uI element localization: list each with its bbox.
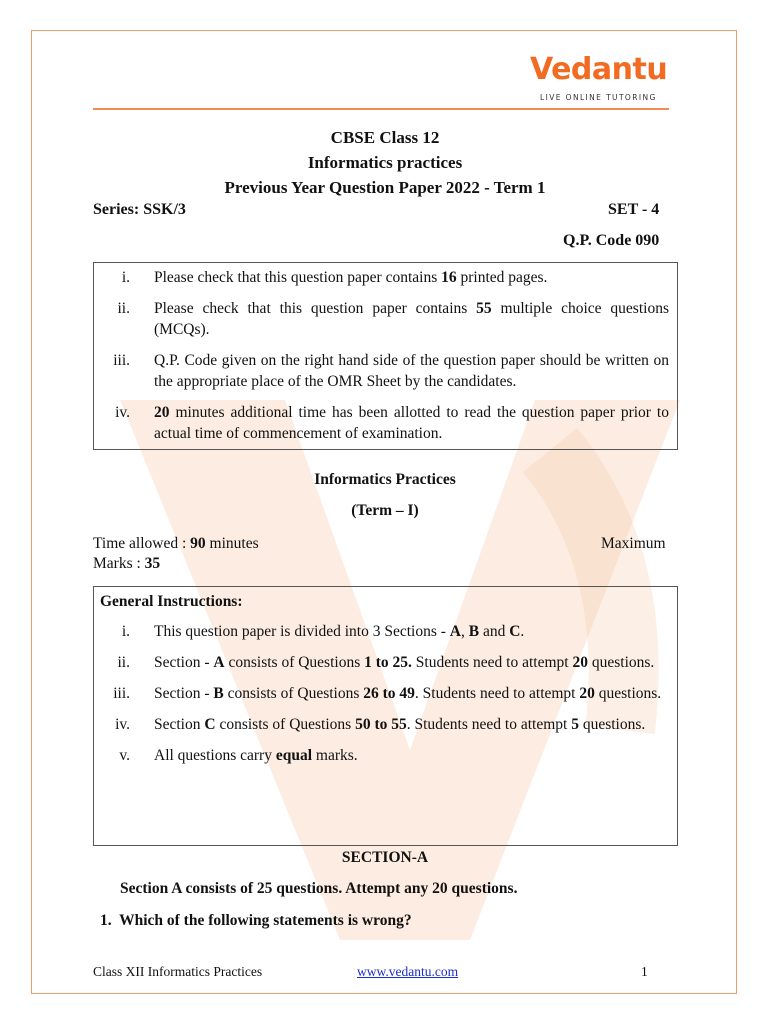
section-title: SECTION-A xyxy=(341,849,429,866)
title-class: CBSE Class 12 xyxy=(330,128,440,147)
logo-tagline: LIVE ONLINE TUTORING xyxy=(540,93,657,102)
series-label: Series: SSK/3 xyxy=(93,201,186,218)
page-number: 1 xyxy=(641,964,648,979)
qp-code: Q.P. Code 090 xyxy=(563,232,660,249)
subject-term: (Term – I) xyxy=(351,502,419,519)
check-item: ii. Please check that this question paper contains 55 multiple choice questions (MCQs). xyxy=(117,300,669,338)
instruction-item: iv. Section C consists of Questions 50 to 55. Students need to attempt 5 questions. xyxy=(115,716,646,733)
general-heading: General Instructions: xyxy=(100,593,243,610)
check-item: i. Please check that this question paper contains 16 printed pages. xyxy=(121,269,548,286)
title-subject: Informatics practices xyxy=(307,153,463,172)
title-paper: Previous Year Question Paper 2022 - Term 1 xyxy=(224,178,546,197)
section-intro: Section A consists of 25 questions. Attempt any 20 questions. xyxy=(120,880,518,897)
time-allowed: Time allowed : 90 minutes xyxy=(93,535,259,552)
check-item: iii. Q.P. Code given on the right hand side of the question paper should be written on the appropriate place of the OMR Sheet by the candidates. xyxy=(113,352,669,390)
set-label: SET - 4 xyxy=(608,201,660,218)
question-1: 1. Which of the following statements is wrong? xyxy=(100,912,412,929)
footer-website-link[interactable]: www.vedantu.com xyxy=(357,964,459,979)
max-marks-label: Maximum xyxy=(601,535,666,552)
check-instructions-box xyxy=(93,262,678,450)
instruction-item: iii. Section - B consists of Questions 26 to 49. Students need to attempt 20 questions. xyxy=(113,685,662,702)
header-rule xyxy=(93,108,669,110)
logo-wordmark: Vedantu xyxy=(530,52,668,87)
general-instructions-box xyxy=(93,586,678,846)
check-item: iv. 20 minutes additional time has been allotted to read the question paper prior to actual time of commencement of examination. xyxy=(115,404,669,442)
footer-subject: Class XII Informatics Practices xyxy=(93,964,263,979)
instruction-item: v. All questions carry equal marks. xyxy=(119,747,358,764)
subject-name: Informatics Practices xyxy=(314,471,456,488)
instruction-item: i. This question paper is divided into 3 Sections - A, B and C. xyxy=(121,623,525,640)
vedantu-logo xyxy=(530,52,670,102)
instruction-item: ii. Section - A consists of Questions 1 to 25. Students need to attempt 20 questions. xyxy=(117,654,655,671)
marks: Marks : 35 xyxy=(93,555,161,572)
